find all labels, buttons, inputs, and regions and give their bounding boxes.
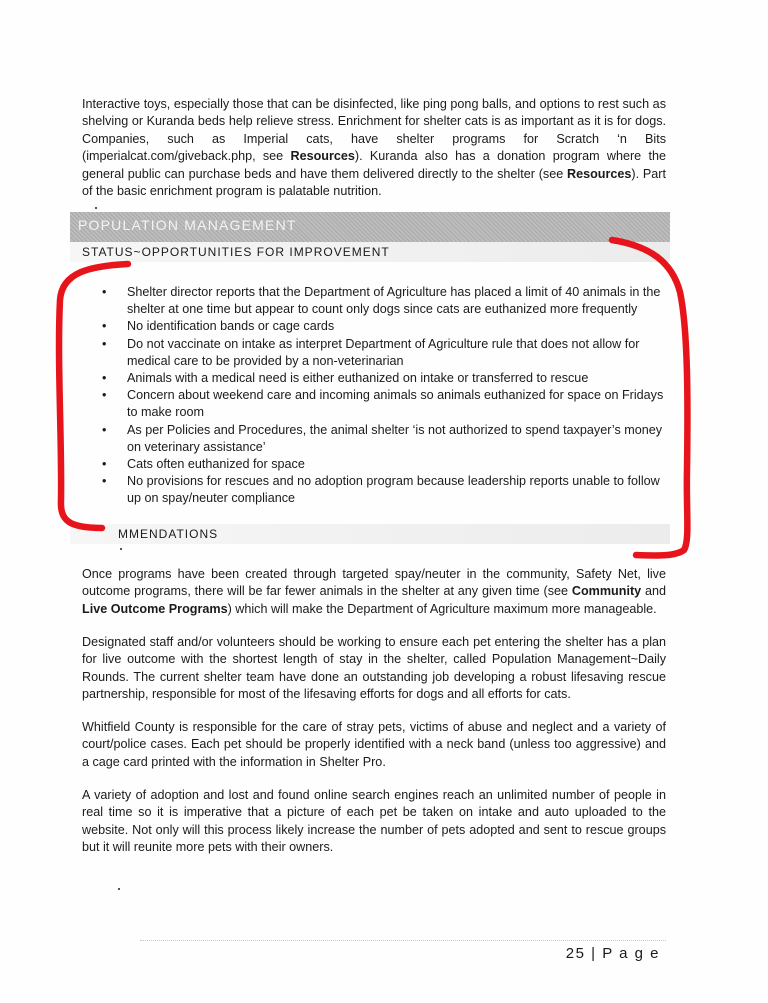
intro-text-3: ). Part of the basic enrichment program is palatable nutrition. (82, 166, 666, 199)
page-number: 25 (565, 945, 586, 962)
page-label: P a g e (602, 945, 660, 962)
status-heading: STATUS~OPPORTUNITIES FOR IMPROVEMENT (82, 245, 390, 259)
list-item: • Shelter director reports that the Department of Agriculture has placed a limit of 40 animals in the shelter at one time but appear to count only dogs since cats are euthanized more frequently (100, 284, 665, 318)
list-item: • Do not vaccinate on intake as interpret Department of Agriculture rule that does not allow for medical care to be provided by a non-veterinarian (100, 336, 665, 370)
list-item: • No identification bands or cage cards (100, 318, 665, 335)
rec-text-d: ) which will make the Department of Agriculture maximum more manageable. (227, 601, 657, 616)
list-item: • As per Policies and Procedures, the animal shelter ‘is not authorized to spend taxpayer’s money on veterinary assistance’ (100, 422, 665, 456)
footer-separator: | (591, 945, 597, 962)
intro-text-1: Interactive toys, especially those that can be disinfected, like ping pong balls, and options to rest such as shelving or Kuranda beds help relieve stress. Enrichment for shelter cats is as important as it is for dogs. Companies, such as Imperial cats, have shelter programs for Scratch ‘n Bits (imperialcat.com/giveback.php, see (82, 97, 666, 164)
section-title: POPULATION MANAGEMENT (78, 217, 297, 233)
right-marker-bracket (612, 240, 687, 555)
rec-text-c: and (641, 584, 666, 599)
recommendation-paragraph-3: Whitfield County is responsible for the care of stray pets, victims of abuse and neglect and a variety of court/police cases. Each pet should be properly identified with a neck band (unless too aggressive) and a cage card printed with the information in Shelter Pro. (82, 720, 666, 769)
rec-text-a: Once programs have been created through targeted spay/neuter in the community, Safety Net, live outcome programs, there will be far fewer animals in the shelter at any given time (see (82, 567, 666, 599)
resources-link-2: Resources (567, 166, 632, 181)
recommendation-paragraph-2: Designated staff and/or volunteers should be working to ensure each pet entering the shelter has a plan for live outcome with the shortest length of stay in the shelter, called Population Management~Daily Rounds. The current shelter team have done an outstanding job developing a robust lifesaving rescue partnership, responsible for most of the lifesaving efforts for dogs and all efforts for cats. (82, 635, 666, 702)
list-item: • Concern about weekend care and incoming animals so animals euthanized for space on Fridays to make room (100, 387, 665, 421)
list-item: • No provisions for rescues and no adoption program because leadership reports unable to follow up on spay/neuter compliance (100, 473, 665, 507)
list-item: • Animals with a medical need is either euthanized on intake or transferred to rescue (100, 370, 665, 387)
community-ref: Community (571, 584, 642, 599)
recommendations-heading: MMENDATIONS (118, 527, 219, 541)
live-outcome-ref: Live Outcome Programs (82, 601, 228, 616)
list-item: • Cats often euthanized for space (100, 456, 665, 473)
recommendation-paragraph-4: A variety of adoption and lost and found online search engines reach an unlimited number of people in real time so it is imperative that a picture of each pet be taken on intake and auto uploaded to the website. Not only will this process likely increase the number of pets adopted and sent to rescue groups but it will reunite more pets with their owners. (82, 788, 666, 855)
intro-text-2: ). Kuranda also has a donation program where the general public can purchase beds and have them delivered directly to the shelter (see (82, 149, 666, 181)
resources-link-1: Resources (290, 149, 355, 164)
left-marker-bracket (59, 264, 128, 528)
